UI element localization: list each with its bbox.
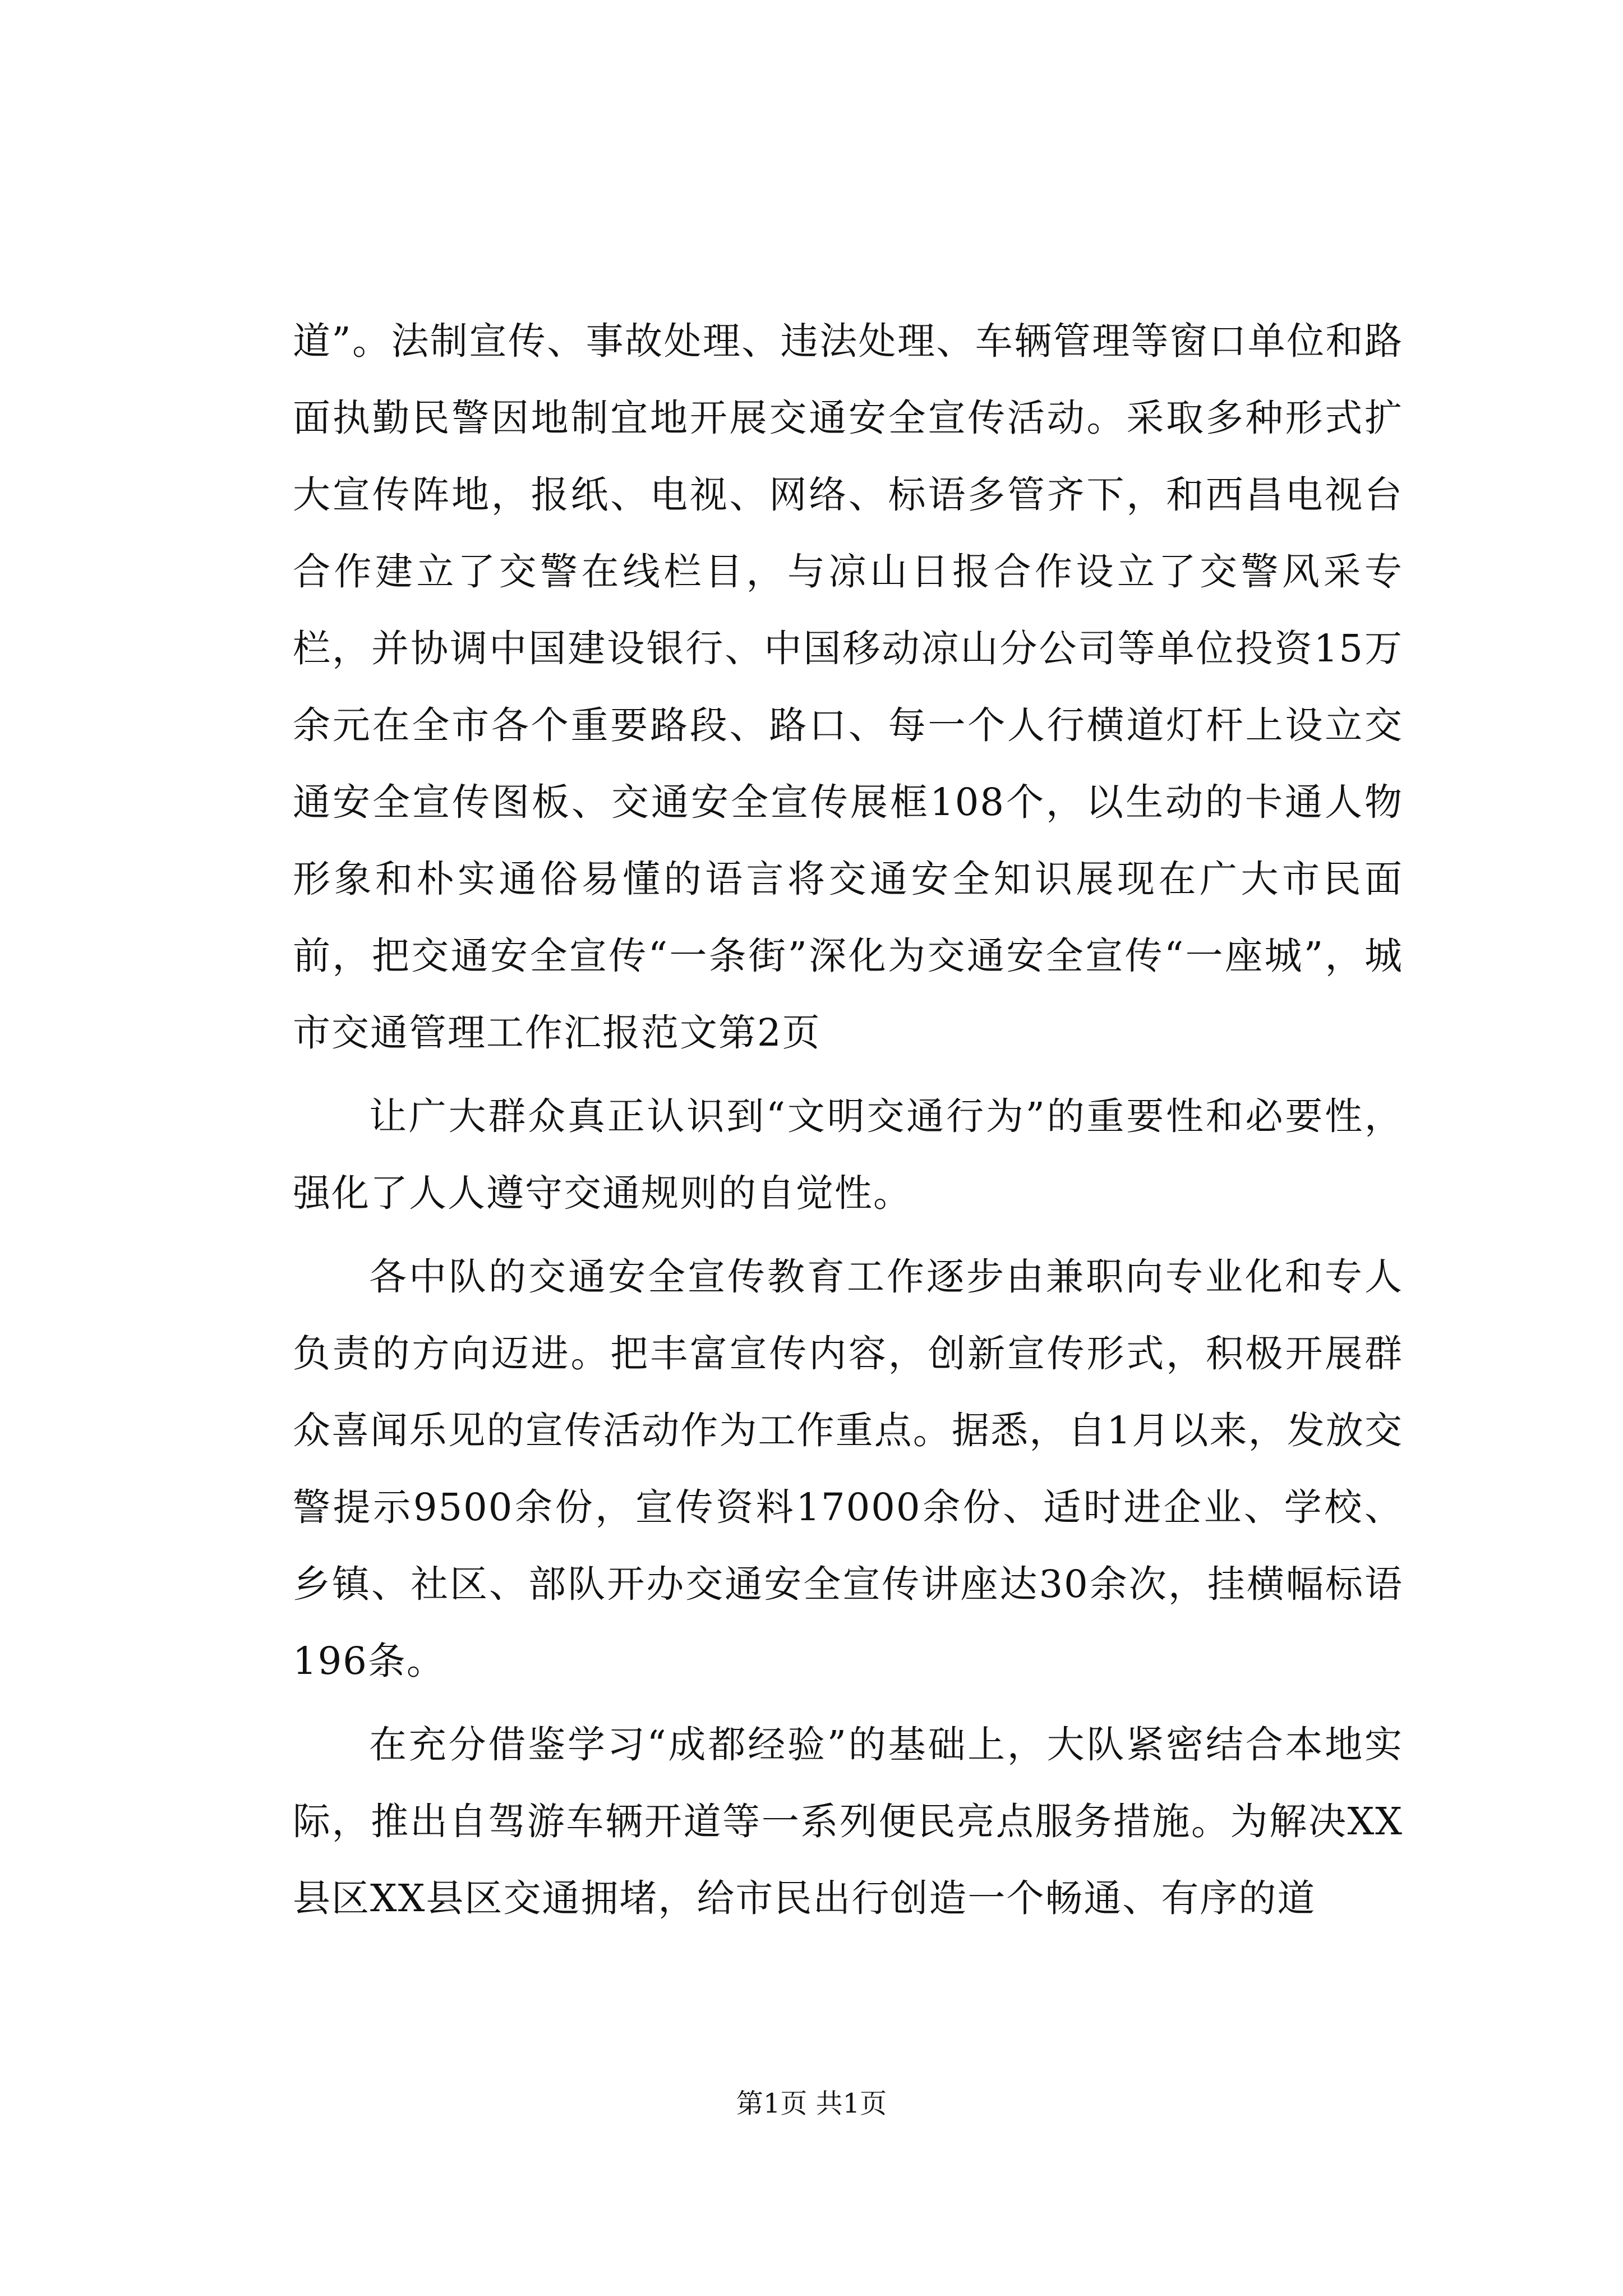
paragraph-2: 让广大群众真正认识到“文明交通行为”的重要性和必要性，强化了人人遵守交通规则的自觉性。	[293, 1094, 1403, 1215]
document-body	[293, 303, 1403, 1944]
page-footer: 第1页 共1页	[736, 2088, 887, 2119]
paragraph-3: 各中队的交通安全宣传教育工作逐步由兼职向专业化和专人负责的方向迈进。把丰富宣传内容，创新宣传形式，积极开展群众喜闻乐见的宣传活动作为工作重点。据悉，自1月以来，发放交警提示9500余份，宣传资料17000余份、适时进企业、学校、乡镇、社区、部队开办交通安全宣传讲座达30余次，挂横幅标语196条。	[293, 1255, 1403, 1683]
paragraph-4: 在充分借鉴学习“成都经验”的基础上，大队紧密结合本地实际，推出自驾游车辆开道等一系列便民亮点服务措施。为解决XX县区XX县区交通拥堵，给市民出行创造一个畅通、有序的道	[293, 1723, 1403, 1920]
paragraph-1: 道”。法制宣传、事故处理、违法处理、车辆管理等窗口单位和路面执勤民警因地制宜地开展交通安全宣传活动。采取多种形式扩大宣传阵地，报纸、电视、网络、标语多管齐下，和西昌电视台合作建立了交警在线栏目，与凉山日报合作设立了交警风采专栏，并协调中国建设银行、中国移动凉山分公司等单位投资15万余元在全市各个重要路段、路口、每一个人行横道灯杆上设立交通安全宣传图板、交通安全宣传展框108个，以生动的卡通人物形象和朴实通俗易懂的语言将交通安全知识展现在广大市民面前，把交通安全宣传“一条街”深化为交通安全宣传“一座城”，城市交通管理工作汇报范文第2页	[293, 319, 1403, 1055]
